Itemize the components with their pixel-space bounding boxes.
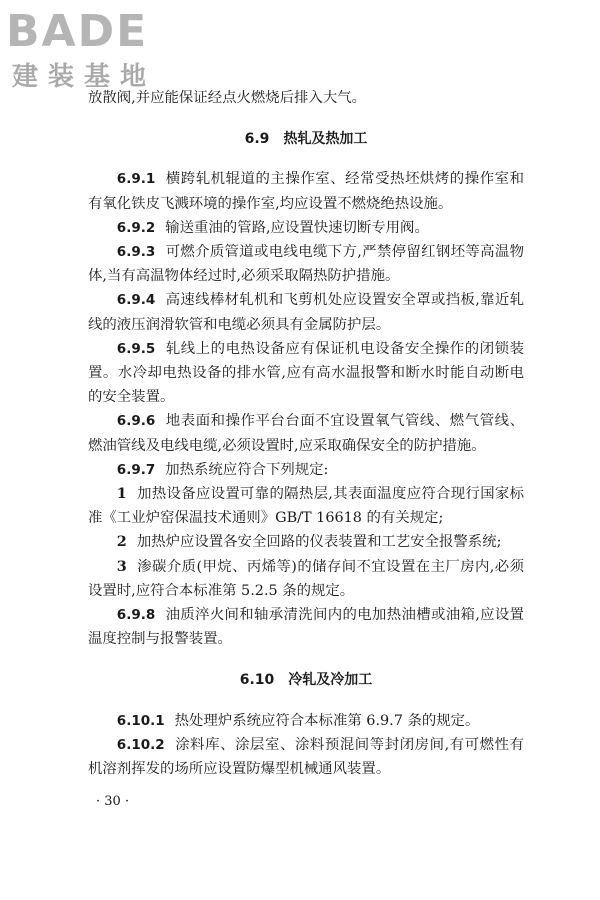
page-number: · 30 ·: [96, 794, 130, 809]
continuation-text: 放散阀,并应能保证经点火燃烧后排入大气。: [88, 90, 366, 106]
watermark-brand: BADE: [6, 6, 149, 57]
clause: [88, 167, 524, 215]
clause: [88, 733, 524, 781]
item-text: 加热设备应设置可靠的隔热层,其表面温度应符合现行国家标准《工业炉窑保温技术通则》GB/T 16618 的有关规定;: [88, 486, 524, 527]
section-title: 热轧及热加工: [283, 131, 368, 148]
item-text: 加热炉应设置各安全回路的仪表装置和工艺安全报警系统;: [136, 534, 502, 551]
clause-number: 6.10.1: [116, 712, 165, 729]
clause-number: 6.9.3: [116, 244, 156, 261]
clause-number: 6.9.5: [116, 340, 156, 357]
section-number: 6.9: [244, 131, 270, 148]
clause: [88, 240, 524, 288]
clause: [88, 337, 524, 410]
section-heading: [88, 127, 524, 151]
clause: [88, 603, 524, 651]
clause-text: 可燃介质管道或电线电缆下方,严禁停留红钢坯等高温物体,当有高温物体经过时,必须采取隔热防护措施。: [88, 244, 524, 285]
item-number: 3: [116, 557, 127, 575]
clause-text: 涂料库、涂层室、涂料预混间等封闭房间,有可燃性有机溶剂挥发的场所应设置防爆型机械通风装置。: [88, 736, 524, 778]
watermark-logo: [6, 6, 178, 98]
clause: [88, 409, 524, 457]
clause-number: 6.9.1: [116, 171, 156, 188]
item-text: 渗碳介质(甲烷、丙烯等)的储存间不宜设置在主厂房内,必须设置时,应符合本标准第 5.2.5 条的规定。: [88, 558, 524, 599]
clause-text: 加热系统应符合下列规定:: [165, 461, 329, 478]
clause-number: 6.9.4: [116, 292, 156, 309]
section-title: 冷轧及冷加工: [288, 672, 373, 689]
clause-number: 6.9.2: [116, 219, 156, 236]
clause-text: 高速线棒材轧机和飞剪机处应设置安全罩或挡板,靠近轧线的液压润滑软管和电缆必须具有金属防护层。: [88, 292, 524, 333]
watermark-subtitle: 建装基地: [12, 62, 157, 92]
clause-number: 6.9.7: [116, 461, 156, 478]
clause-number: 6.10.2: [116, 736, 165, 753]
list-item: [88, 482, 524, 530]
clause: [88, 709, 524, 733]
document-body: [88, 86, 524, 781]
item-number: 2: [116, 533, 127, 551]
clause-text: 输送重油的管路,应设置快速切断专用阀。: [165, 219, 429, 236]
clause: [88, 458, 524, 482]
list-item: [88, 555, 524, 603]
clause-number: 6.9.8: [116, 607, 156, 624]
clause: [88, 288, 524, 336]
clause-text: 横跨轧机辊道的主操作室、经常受热坯烘烤的操作室和有氧化铁皮飞溅环境的操作室,均应设置不燃烧绝热设施。: [88, 171, 524, 212]
clause-text: 热处理炉系统应符合本标准第 6.9.7 条的规定。: [174, 712, 480, 729]
section-heading: [88, 668, 524, 692]
section-number: 6.10: [239, 672, 275, 689]
item-number: 1: [116, 485, 127, 503]
clause-number: 6.9.6: [116, 413, 156, 430]
clause-text: 地表面和操作平台台面不宜设置氧气管线、燃气管线、燃油管线及电线电缆,必须设置时,应采取确保安全的防护措施。: [88, 413, 524, 454]
list-item: [88, 530, 524, 554]
clause-text: 油质淬火间和轴承清洗间内的电加热油槽或油箱,应设置温度控制与报警装置。: [88, 607, 524, 648]
clause-text: 轧线上的电热设备应有保证机电设备安全操作的闭锁装置。水冷却电热设备的排水管,应有高水温报警和断水时能自动断电的安全装置。: [88, 340, 524, 406]
clause: [88, 216, 524, 240]
